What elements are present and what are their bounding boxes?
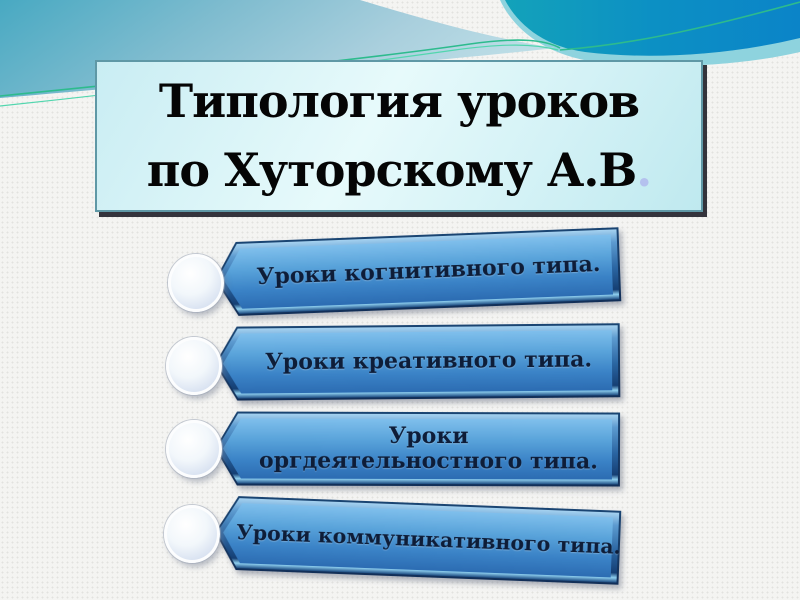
bullet-circle-3 (166, 420, 222, 478)
title-text-1: Типология уроков (158, 74, 640, 128)
banner-item-1 (214, 227, 622, 316)
bullet-circle-1 (168, 254, 224, 312)
banner-label: Уроки коммуникативного типа. (235, 520, 622, 560)
banner-label: Уроки креативного типа. (264, 346, 593, 376)
banner-label: Уроки оргдеятельностного типа. (258, 422, 598, 475)
bullet-circle-2 (166, 337, 222, 395)
title-box (95, 60, 703, 212)
banner-label: Уроки когнитивного типа. (256, 251, 601, 291)
banner-item-4 (214, 495, 622, 584)
title-accent-period: . (636, 143, 652, 197)
title-line-1 (159, 67, 639, 136)
banner-item-3 (215, 411, 620, 486)
title-line-2 (147, 136, 652, 205)
bullet-circle-4 (164, 505, 220, 563)
title-text-2: по Хуторскому А.В (146, 143, 637, 197)
banner-item-2 (215, 323, 621, 401)
